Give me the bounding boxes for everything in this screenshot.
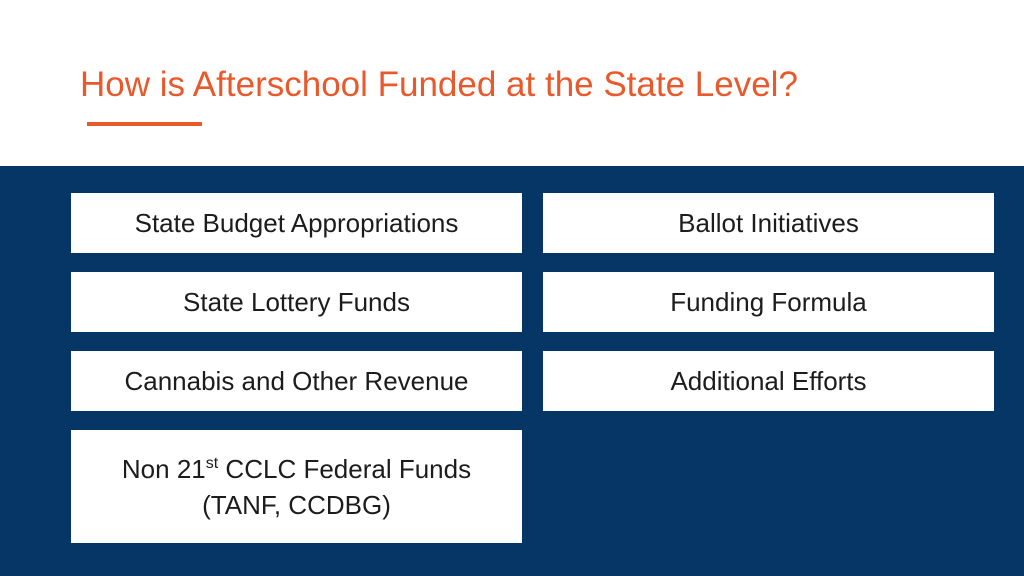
card-cannabis-and-other-revenue: Cannabis and Other Revenue — [71, 351, 522, 411]
card-additional-efforts: Additional Efforts — [543, 351, 994, 411]
card-non-21st-cclc-federal-funds — [71, 430, 522, 543]
card-ballot-initiatives: Ballot Initiatives — [543, 193, 994, 253]
card-text-suffix: CCLC Federal Funds — [218, 453, 472, 484]
card-funding-formula: Funding Formula — [543, 272, 994, 332]
card-state-lottery-funds: State Lottery Funds — [71, 272, 522, 332]
title-underline — [87, 122, 202, 126]
card-text-prefix: Non 21 — [121, 453, 206, 484]
card-state-budget-appropriations: State Budget Appropriations — [71, 193, 522, 253]
card-line-1 — [122, 451, 471, 487]
slide-title: How is Afterschool Funded at the State Level? — [80, 65, 798, 104]
ordinal-superscript: st — [205, 454, 219, 472]
card-line-2: (TANF, CCDBG) — [202, 489, 391, 520]
